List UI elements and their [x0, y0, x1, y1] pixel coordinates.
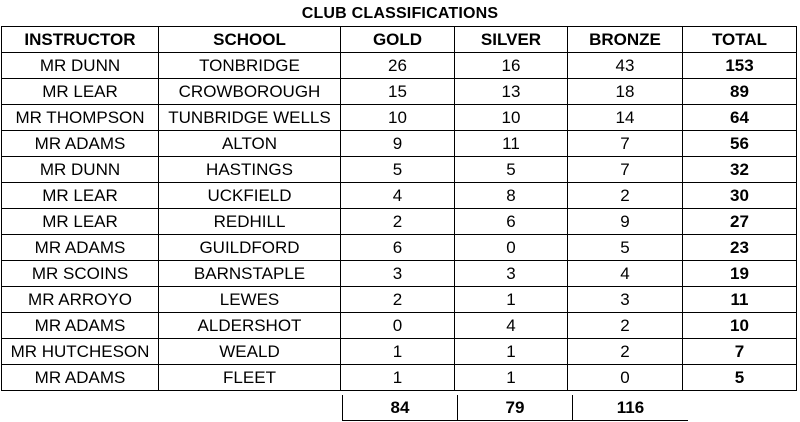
silver-cell: 8	[455, 183, 568, 209]
header-silver: SILVER	[455, 27, 568, 53]
table-row	[2, 261, 797, 287]
table-row	[2, 365, 797, 391]
school-cell: ALTON	[159, 131, 341, 157]
table-row	[2, 287, 797, 313]
silver-cell: 5	[455, 157, 568, 183]
classifications-table	[1, 26, 797, 391]
table-row	[2, 105, 797, 131]
school-cell: TONBRIDGE	[159, 53, 341, 79]
gold-cell: 15	[341, 79, 455, 105]
total-cell: 7	[683, 339, 797, 365]
bronze-cell: 18	[568, 79, 683, 105]
silver-cell: 10	[455, 105, 568, 131]
school-cell: GUILDFORD	[159, 235, 341, 261]
silver-cell: 13	[455, 79, 568, 105]
school-cell: CROWBOROUGH	[159, 79, 341, 105]
bronze-cell: 14	[568, 105, 683, 131]
silver-cell: 1	[455, 287, 568, 313]
page-title: CLUB CLASSIFICATIONS	[301, 5, 499, 22]
silver-cell: 4	[455, 313, 568, 339]
header-total: TOTAL	[683, 27, 797, 53]
table-row	[2, 339, 797, 365]
gold-cell: 1	[341, 339, 455, 365]
school-cell: TUNBRIDGE WELLS	[159, 105, 341, 131]
gold-cell: 3	[341, 261, 455, 287]
bronze-cell: 43	[568, 53, 683, 79]
gold-cell: 6	[341, 235, 455, 261]
bronze-cell: 3	[568, 287, 683, 313]
table-row	[2, 183, 797, 209]
table-row	[2, 235, 797, 261]
silver-cell: 1	[455, 339, 568, 365]
instructor-cell: MR LEAR	[2, 79, 159, 105]
bronze-column-total: 116	[572, 395, 688, 420]
gold-cell: 2	[341, 209, 455, 235]
school-cell: HASTINGS	[159, 157, 341, 183]
instructor-cell: MR LEAR	[2, 209, 159, 235]
bronze-cell: 4	[568, 261, 683, 287]
instructor-cell: MR ADAMS	[2, 131, 159, 157]
bronze-cell: 7	[568, 131, 683, 157]
gold-cell: 2	[341, 287, 455, 313]
instructor-cell: MR SCOINS	[2, 261, 159, 287]
total-cell: 27	[683, 209, 797, 235]
silver-column-total: 79	[457, 395, 572, 420]
gold-cell: 5	[341, 157, 455, 183]
gold-cell: 26	[341, 53, 455, 79]
instructor-cell: MR DUNN	[2, 157, 159, 183]
table-row	[2, 53, 797, 79]
instructor-cell: MR ADAMS	[2, 313, 159, 339]
silver-cell: 16	[455, 53, 568, 79]
bronze-cell: 2	[568, 339, 683, 365]
bronze-cell: 7	[568, 157, 683, 183]
silver-cell: 11	[455, 131, 568, 157]
total-cell: 11	[683, 287, 797, 313]
gold-cell: 0	[341, 313, 455, 339]
gold-cell: 9	[341, 131, 455, 157]
header-instructor: INSTRUCTOR	[2, 27, 159, 53]
total-cell: 10	[683, 313, 797, 339]
school-cell: UCKFIELD	[159, 183, 341, 209]
silver-cell: 6	[455, 209, 568, 235]
instructor-cell: MR ADAMS	[2, 235, 159, 261]
gold-column-total: 84	[342, 395, 457, 420]
school-cell: BARNSTAPLE	[159, 261, 341, 287]
instructor-cell: MR ADAMS	[2, 365, 159, 391]
silver-cell: 1	[455, 365, 568, 391]
bronze-cell: 2	[568, 313, 683, 339]
table-row	[2, 157, 797, 183]
school-cell: LEWES	[159, 287, 341, 313]
total-cell: 89	[683, 79, 797, 105]
bronze-cell: 0	[568, 365, 683, 391]
bronze-cell: 9	[568, 209, 683, 235]
silver-cell: 0	[455, 235, 568, 261]
total-cell: 32	[683, 157, 797, 183]
header-gold: GOLD	[341, 27, 455, 53]
header-row	[2, 27, 797, 53]
total-cell: 5	[683, 365, 797, 391]
gold-cell: 4	[341, 183, 455, 209]
school-cell: REDHILL	[159, 209, 341, 235]
total-cell: 23	[683, 235, 797, 261]
table-row	[2, 313, 797, 339]
table-row	[2, 209, 797, 235]
table-row	[2, 79, 797, 105]
instructor-cell: MR THOMPSON	[2, 105, 159, 131]
total-cell: 30	[683, 183, 797, 209]
instructor-cell: MR ARROYO	[2, 287, 159, 313]
header-school: SCHOOL	[159, 27, 341, 53]
gold-cell: 1	[341, 365, 455, 391]
instructor-cell: MR LEAR	[2, 183, 159, 209]
school-cell: WEALD	[159, 339, 341, 365]
instructor-cell: MR DUNN	[2, 53, 159, 79]
instructor-cell: MR HUTCHESON	[2, 339, 159, 365]
school-cell: ALDERSHOT	[159, 313, 341, 339]
total-cell: 56	[683, 131, 797, 157]
total-cell: 19	[683, 261, 797, 287]
bronze-cell: 5	[568, 235, 683, 261]
header-bronze: BRONZE	[568, 27, 683, 53]
bronze-cell: 2	[568, 183, 683, 209]
column-totals-row	[342, 395, 688, 421]
total-cell: 153	[683, 53, 797, 79]
gold-cell: 10	[341, 105, 455, 131]
silver-cell: 3	[455, 261, 568, 287]
school-cell: FLEET	[159, 365, 341, 391]
total-cell: 64	[683, 105, 797, 131]
table-row	[2, 131, 797, 157]
